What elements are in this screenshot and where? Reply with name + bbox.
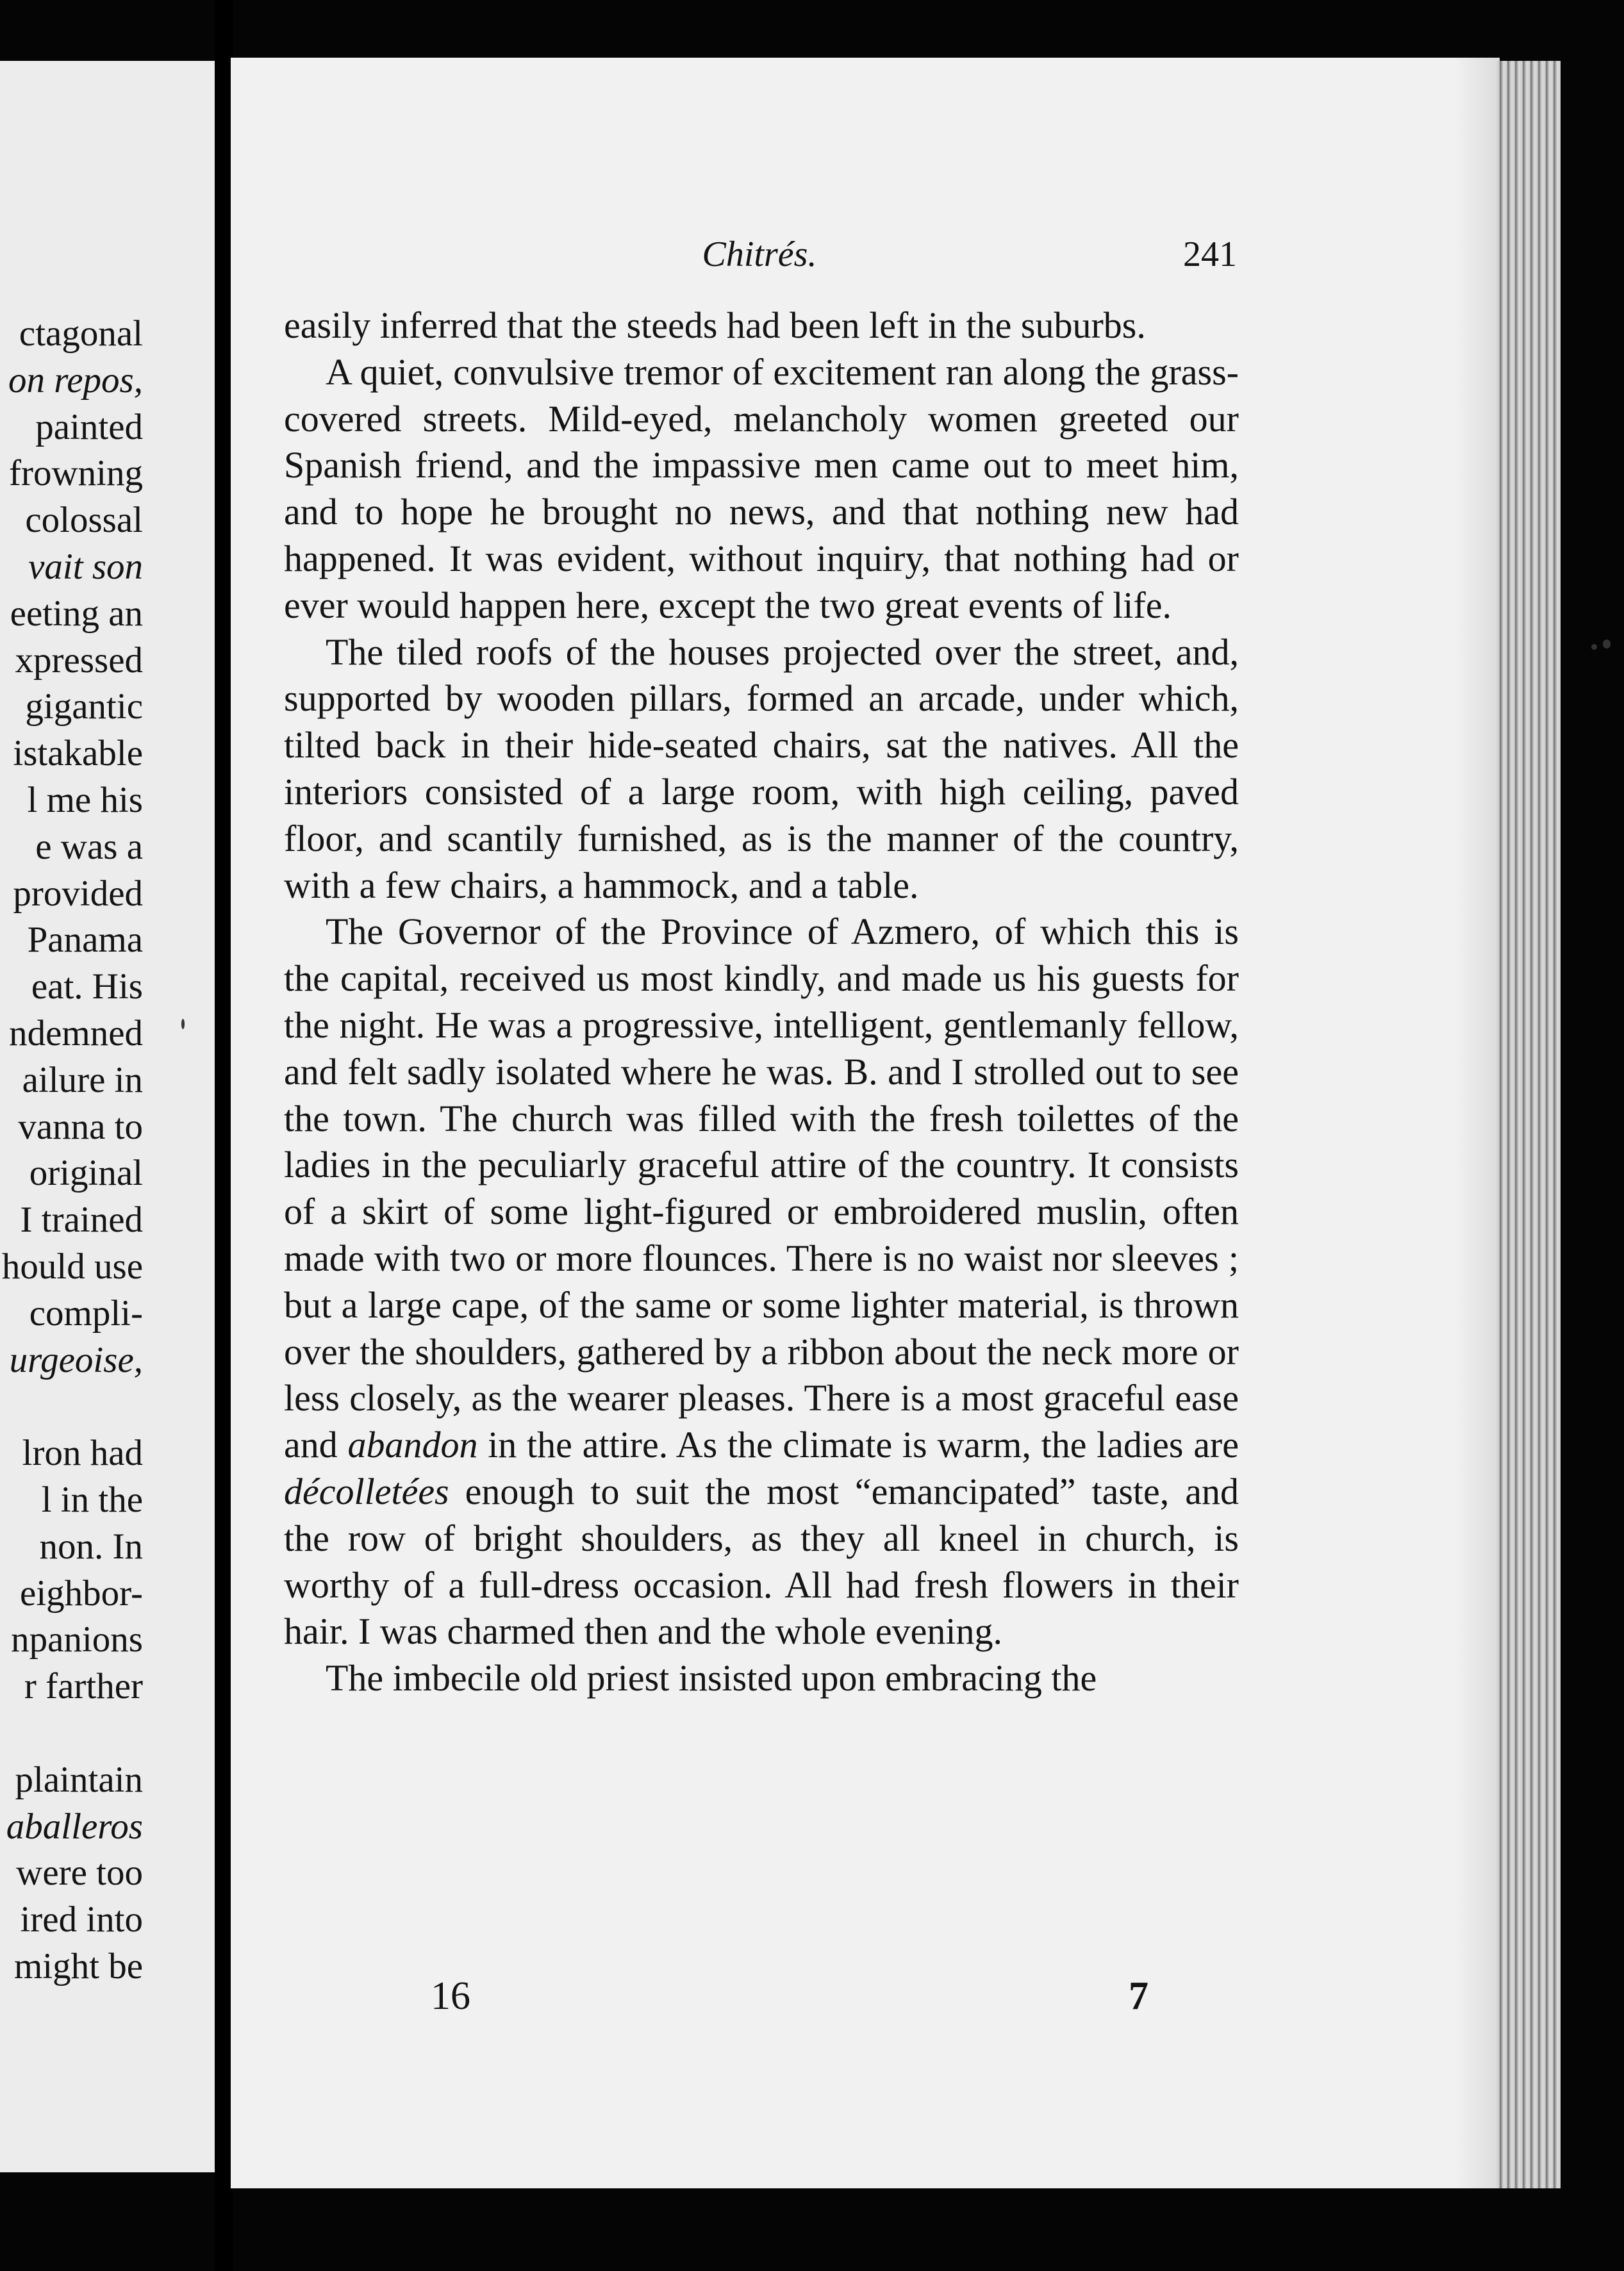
facing-page-line [0,1710,143,1757]
facing-page-line: eeting an [10,593,143,634]
facing-page-line: plaintain [15,1759,143,1800]
facing-page-line: l me his [27,779,143,820]
facing-page-left [0,61,215,2172]
facing-page-line: colossal [25,500,143,541]
facing-page-line: aballeros [6,1806,143,1847]
text-run: The imbecile old priest insisted upon embracing the [326,1657,1097,1699]
facing-page-line [0,1383,143,1430]
facing-page-line: vanna to [18,1106,143,1147]
facing-page-line: painted [35,406,143,447]
facing-page-line: original [29,1153,143,1194]
page-number: 241 [1183,235,1237,274]
facing-page-line: ndemned [9,1012,143,1053]
signature-mark-left: 16 [431,1974,470,2018]
facing-page-line: vait son [28,546,143,587]
text-run: A quiet, convulsive tremor of excitement ran along the grass-covered streets. Mild-eyed, melancholy women greeted our Spanish friend, and the impassive men came out to meet him, and to hope he brought no news, and that nothing new had happened. It was evident, without inquiry, that nothing had or ever would happen here, except the two great events of life. [284,351,1239,626]
facing-page-line: e was a [35,826,143,867]
print-speck [181,1019,185,1029]
facing-page-line: ctagonal [19,313,143,354]
facing-page-line: gigantic [25,686,143,727]
facing-page-line: eat. His [31,966,143,1007]
facing-page-line: r farther [24,1666,143,1707]
print-speck [1591,644,1597,650]
facing-page-line: provided [13,873,143,914]
facing-page-line: were too [16,1853,143,1894]
facing-page-line: Panama [27,920,143,961]
paragraph [284,349,1239,629]
text-run: The Governor of the Province of Azmero, of which this is the capital, received us most kindly, and made us his guests for the night. He was a progressive, intelligent, gentlemanly fellow, and felt sadly isolated where he was. B. and I strolled out to see the town. The church was filled with the fresh toilettes of the ladies in the peculiarly graceful attire of the country. It consists of a skirt of some light-figured or embroidered muslin, often made with two or more flounces. There is no waist nor sleeves ; but a large cape, of the same or some lighter material, is thrown over the shoulders, gathered by a ribbon about the neck more or less closely, as the wearer pleases. There is a most graceful ease and [284,911,1239,1466]
facing-page-line: npanions [11,1619,143,1660]
page-shading [1455,58,1500,2188]
facing-page-line: hould use [1,1246,143,1287]
body-text [284,302,1239,1702]
facing-page-line: eighbor- [20,1573,143,1614]
book-gutter [215,0,233,2271]
facing-page-line: lron had [22,1433,143,1474]
signature-mark-right: 7 [1129,1974,1148,2018]
text-run: The tiled roofs of the houses projected over the street, and, supported by wooden pillars, formed an arcade, under which, tilted back in their hide-seated chairs, sat the natives. All the interiors consisted of a large room, with high ceiling, paved floor, and scantily furnished, as is the manner of the country, with a few chairs, a hammock, and a table. [284,631,1239,906]
page-edges [1496,61,1561,2188]
facing-page-line: xpressed [15,640,143,681]
print-speck [1603,640,1611,648]
italic-text: décolletées [284,1470,449,1512]
paragraph [284,909,1239,1655]
signature-marks [431,1974,1148,2025]
facing-page-line: compli- [29,1292,143,1334]
facing-page-line: on repos, [8,359,143,401]
facing-page-line: I trained [20,1200,143,1241]
paragraph [284,629,1239,909]
paragraph [284,302,1239,349]
facing-page-line: ired into [20,1899,143,1940]
running-head [282,234,1237,279]
text-run: enough to suit the most “emancipated” taste, and the row of bright shoulders, as they all kneel in church, is worthy of a full-dress occasion. All had fresh flowers in their hair. I was charmed then and the whole evening. [284,1470,1239,1653]
facing-page-text [0,311,143,1990]
facing-page-line: urgeoise, [9,1339,143,1380]
paragraph [284,1655,1239,1702]
facing-page-line: frowning [9,453,143,494]
facing-page-line: l in the [41,1479,143,1520]
running-title: Chitrés. [702,235,817,274]
facing-page-line: non. In [39,1526,143,1567]
text-run: in the attire. As the climate is warm, the ladies are [477,1424,1239,1466]
text-run: easily inferred that the steeds had been left in the suburbs. [284,304,1146,346]
facing-page-line: ailure in [22,1059,143,1100]
facing-page-line: istakable [13,733,143,774]
facing-page-line: might be [13,1945,143,1986]
italic-text: abandon [347,1424,478,1466]
